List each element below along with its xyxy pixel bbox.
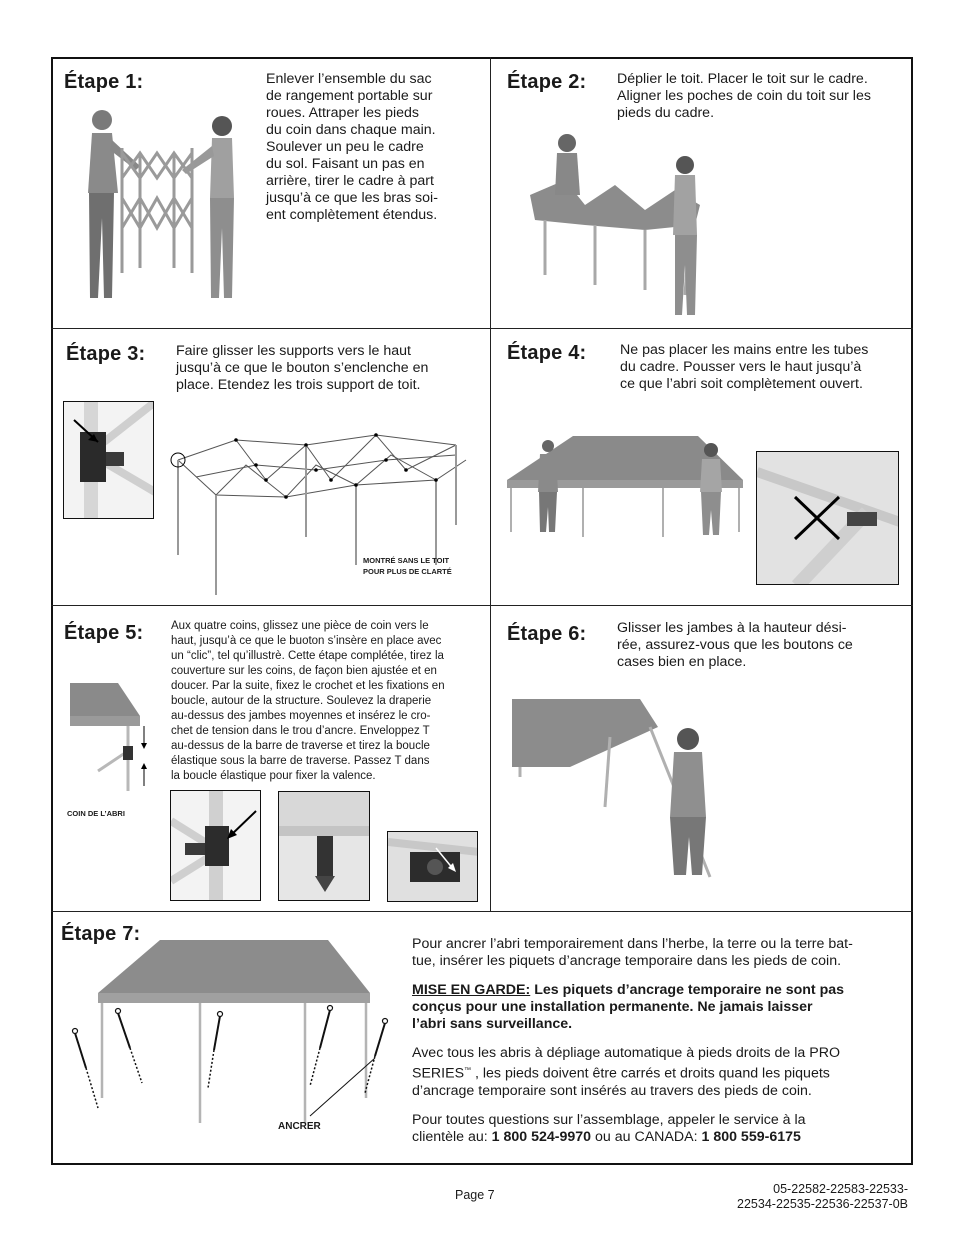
step-2-illustration: [525, 125, 725, 320]
step-5-detail-2: [278, 791, 370, 901]
step-3-title: Étape 3:: [66, 343, 146, 365]
step-5-detail-3: [387, 831, 478, 902]
step-5-text: Aux quatre coins, glissez une pièce de coin vers le haut, jusqu’à ce que le buoton s’insère en place avec un “clic”, tel qu’illustrè. Cette étape complétée, tirez la couverture sur les coins, de façon bien ajustée et en doucer. Par la suite, fixez le crochet et les fixations en boucle, autour de la structure. Soulevez la draperie au-dessus des jambes moyennes et insérez le cro- chet de tension dans le trou d’ancre. Enveloppez T au-dessus de la barre de traverse et tirez la boucle élastique sous la barre de traverse. Passez T dans la boucle élastique pour fixer la valence.: [171, 620, 445, 782]
step-7-title: Étape 7:: [61, 923, 141, 945]
phone-number-canada: 1 800 559-6175: [701, 1128, 801, 1145]
step-4-text: Ne pas placer les mains entre les tubes du cadre. Pousser vers le haut jusqu’à ce que l’abri soit complètement ouvert.: [620, 342, 869, 392]
row-divider: [51, 328, 913, 329]
warning-label: MISE EN GARDE:: [412, 982, 531, 998]
step-4-title: Étape 4:: [507, 342, 587, 364]
step-4-illustration: [503, 432, 748, 542]
step-2-text: Déplier le toit. Placer le toit sur le cadre. Aligner les poches de coin du toit sur les pieds du cadre.: [617, 71, 871, 121]
row-divider: [51, 605, 913, 606]
row-divider: [51, 911, 913, 912]
step-1-title: Étape 1:: [64, 71, 144, 93]
step-3-detail-image: [63, 401, 154, 519]
step-2-title: Étape 2:: [507, 71, 587, 93]
step-3-text: Faire glisser les supports vers le haut jusqu’à ce que le bouton s’enclenche en place. Etendez les trois support de toit.: [176, 343, 429, 393]
anchor-label: ANCRER: [278, 1121, 321, 1132]
column-divider: [490, 57, 491, 911]
step-6-title: Étape 6:: [507, 623, 587, 645]
step-3-note: MONTRÉ SANS LE TOIT POUR PLUS DE CLARTÉ: [363, 556, 452, 576]
step-6-illustration: [510, 697, 720, 882]
step-6-text: Glisser les jambes à la hauteur dési- rée, assurez-vous que les boutons ce cases bien en place.: [617, 620, 853, 670]
step-7-text: Pour ancrer l’abri temporairement dans l’herbe, la terre ou la terre bat- tue, insérer les piquets d’ancrage temporaire dans les pieds de coin. MISE EN GARDE: Les piquets d’ancrage temporaire ne sont pas conçus pour une installation permanente. Ne jamais laisser l’abri sans surveillance. Avec tous les abris à dépliage automatique à pieds droits de la PRO SERIES™ , les pieds doivent être carrés et droits quand les piquets d’ancrage temporaire sont insérés au travers des pieds de coin. Pour toutes questions sur l’assemblage, appeler le service à la clientèle au: 1 800 524-9970 ou au CANADA: 1 800 559-6175: [412, 936, 853, 1145]
step-7-illustration: [70, 938, 400, 1128]
step-5-corner-illustration: [68, 681, 158, 801]
step-5-detail-1: [170, 790, 261, 901]
step-4-warning-image: [756, 451, 899, 585]
step-5-title: Étape 5:: [64, 622, 144, 644]
step-1-illustration: [62, 98, 252, 308]
step-1-text: Enlever l’ensemble du sac de rangement portable sur roues. Attraper les pieds du coin dans chaque main. Soulever un peu le cadre du sol. Faisant un pas en arrière, tirer le cadre à part jusqu’à ce que les bras soi- ent complètement étendus.: [266, 71, 438, 223]
page-number: Page 7: [455, 1188, 495, 1202]
corner-label: COIN DE L’ABRI: [67, 809, 125, 818]
document-code: 05-22582-22583-22533- 22534-22535-22536-22537-0B: [737, 1182, 908, 1211]
phone-number-us: 1 800 524-9970: [491, 1128, 592, 1145]
